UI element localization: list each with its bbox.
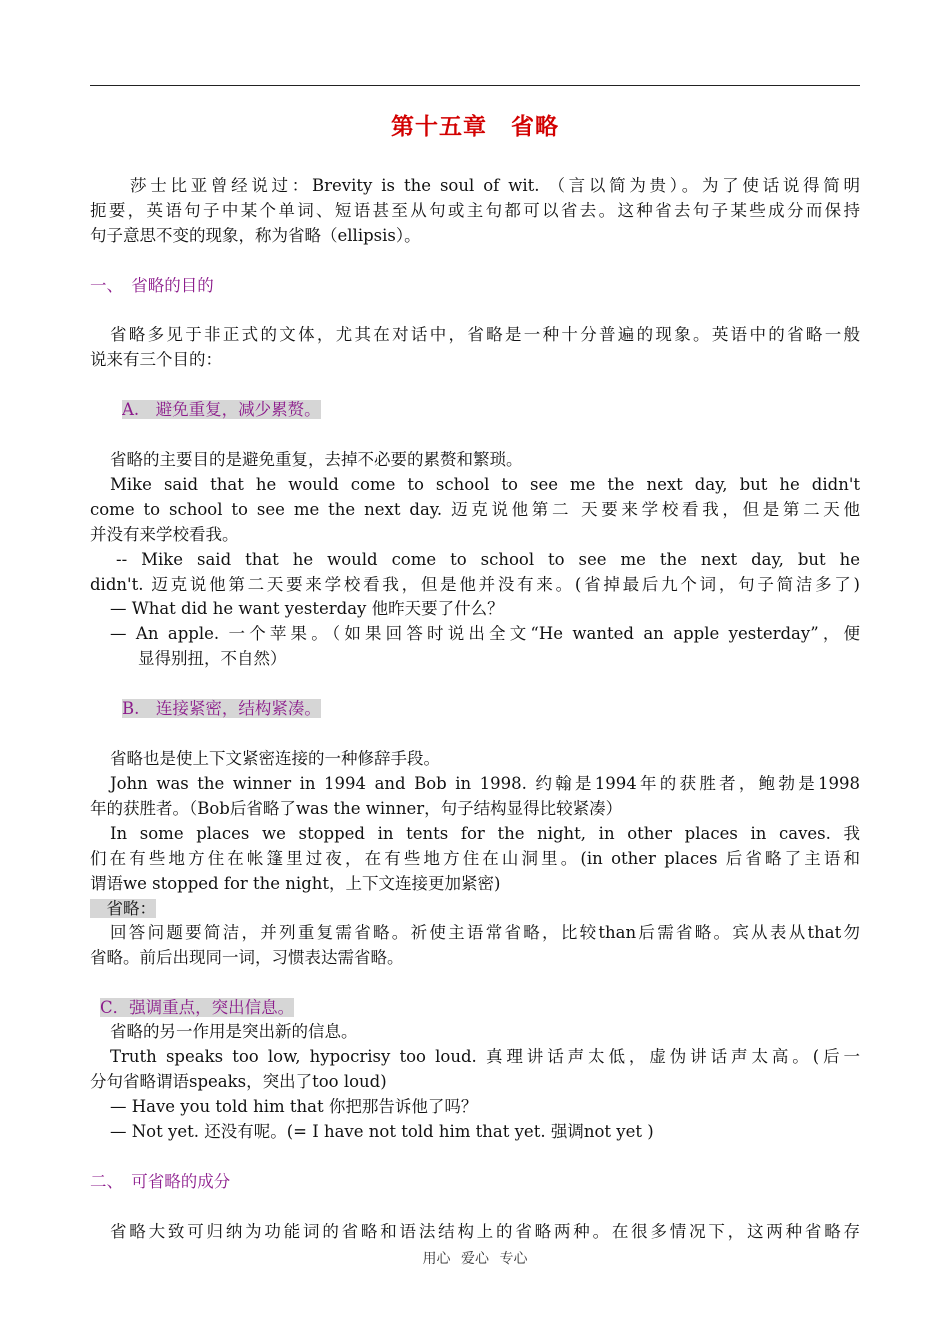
text-line: John was the winner in 1994 and Bob in 1998. 约翰是1994年的获胜者，鲍勃是1998: [110, 774, 860, 793]
dialogue-line: — What did he want yesterday 他昨天要了什么？: [110, 599, 504, 618]
text-line: 谓语we stopped for the night，上下文连接更加紧密): [90, 874, 501, 893]
text-line: Truth speaks too low, hypocrisy too loud. 真理讲话声太低，虚伪讲话声太高。(后一: [110, 1047, 860, 1066]
dialogue-line: — Not yet. 还没有呢。(= I have not told him that yet. 强调not yet ): [110, 1122, 654, 1141]
text-line: 句子意思不变的现象，称为省略（ellipsis）。: [90, 226, 421, 245]
subsection-heading: C．强调重点，突出信息。: [100, 998, 295, 1017]
text-line: 莎士比亚曾经说过：Brevity is the soul of wit. （言以简为贵）。为了使话说得简明: [130, 176, 860, 195]
text-line: 省略也是使上下文紧密连接的一种修辞手段。: [110, 749, 440, 768]
text-line: 并没有来学校看我。: [90, 525, 239, 544]
subsection-heading: B. 连接紧密，结构紧凑。: [122, 699, 321, 718]
text-line: 扼要，英语句子中某个单词、短语甚至从句或主句都可以省去。这种省去句子某些成分而保持: [90, 201, 860, 220]
dialogue-line: — Have you told him that 你把那告诉他了吗？: [110, 1097, 478, 1116]
text-line: 分句省略谓语speaks，突出了too loud): [90, 1072, 387, 1091]
text-line: 省略的另一作用是突出新的信息。: [110, 1022, 358, 1041]
text-line: 显得别扭，不自然）: [138, 649, 287, 668]
chapter-title: 第十五章 省略: [391, 114, 559, 140]
text-line: 省略的主要目的是避免重复，去掉不必要的累赘和繁琐。: [110, 450, 523, 469]
mnemonic-label: 省略：: [90, 899, 156, 918]
text-line: 省略多见于非正式的文体，尤其在对话中，省略是一种十分普遍的现象。英语中的省略一般: [110, 325, 860, 344]
text-line: In some places we stopped in tents for the night, in other places in caves. 我: [110, 824, 860, 843]
page-footer: 用心 爱心 专心: [422, 1251, 528, 1267]
subsection-heading: A. 避免重复，减少累赘。: [122, 400, 321, 419]
text-line: 省略大致可归纳为功能词的省略和语法结构上的省略两种。在很多情况下，这两种省略存: [110, 1222, 860, 1241]
section-heading: 二、 可省略的成分: [90, 1172, 231, 1191]
text-line: -- Mike said that he would come to school to see me the next day, but he: [116, 550, 860, 569]
text-line: Mike said that he would come to school to see me the next day, but he didn't: [110, 475, 860, 494]
text-line: 省略。前后出现同一词，习惯表达需省略。: [90, 948, 404, 967]
text-line: didn't. 迈克说他第二天要来学校看我，但是他并没有来。(省掉最后九个词，句子简洁多了): [90, 575, 860, 594]
text-line: come to school to see me the next day. 迈克说他第二 天要来学校看我，但是第二天他: [90, 500, 860, 519]
dialogue-line: — An apple. 一个苹果。（如果回答时说出全文“He wanted an apple yesterday”，便: [110, 624, 860, 643]
text-line: 们在有些地方住在帐篷里过夜，在有些地方住在山洞里。(in other places 后省略了主语和: [90, 849, 860, 868]
header-rule: [90, 85, 860, 86]
text-line: 说来有三个目的：: [90, 350, 222, 369]
section-heading: 一、 省略的目的: [90, 276, 214, 295]
text-line: 回答问题要简洁，并列重复需省略。祈使主语常省略，比较than后需省略。宾从表从that勿: [110, 923, 860, 942]
text-line: 年的获胜者。（Bob后省略了was the winner，句子结构显得比较紧凑）: [90, 799, 623, 818]
